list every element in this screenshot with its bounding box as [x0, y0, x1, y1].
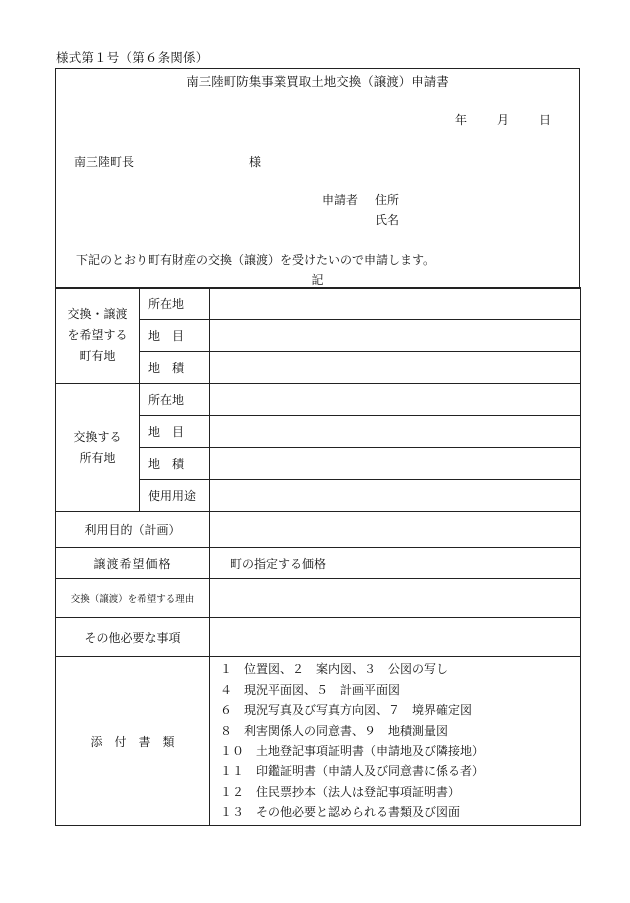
town-land-category-field[interactable]: [210, 320, 581, 352]
town-land-location-field[interactable]: [210, 288, 581, 320]
application-details-table: [55, 287, 581, 826]
attachment-item: １３ その他必要と認められる書類及び図面: [220, 805, 461, 820]
form-title: 南三陸町防集事業買取土地交換（譲渡）申請書: [186, 74, 449, 89]
applicant-address-label: 住所: [375, 193, 400, 207]
owned-land-group-label: 交換する 所有地: [56, 384, 140, 512]
town-land-area-field[interactable]: [210, 352, 581, 384]
applicant-name-label: 氏名: [375, 213, 400, 227]
owned-land-category-field[interactable]: [210, 416, 581, 448]
town-land-area-label: 地 積: [140, 352, 210, 384]
purpose-field[interactable]: [210, 512, 581, 548]
owned-land-category-label: 地 目: [140, 416, 210, 448]
ki-label: 記: [311, 273, 324, 287]
date-day-label: 日: [539, 113, 552, 127]
desired-price-label: 譲渡希望価格: [56, 548, 210, 579]
form-number-label: 様式第１号（第６条関係）: [56, 50, 209, 65]
owned-land-location-label: 所在地: [140, 384, 210, 416]
owned-land-location-field[interactable]: [210, 384, 581, 416]
owned-land-area-label: 地 積: [140, 448, 210, 480]
attachment-item: １ 位置図、２ 案内図、３ 公図の写し: [220, 662, 449, 677]
addressee-name: 南三陸町長: [74, 155, 135, 169]
town-land-group-label: 交換・譲渡 を希望する 町有地: [56, 288, 140, 384]
date-year-label: 年: [455, 113, 468, 127]
addressee-honorific: 様: [249, 155, 262, 169]
desired-price-value: 町の指定する価格: [210, 548, 581, 579]
purpose-label: 利用目的（計画）: [56, 512, 210, 548]
town-land-location-label: 所在地: [140, 288, 210, 320]
attachments-list: [210, 657, 581, 826]
owned-land-usage-label: 使用用途: [140, 480, 210, 512]
application-form: [55, 68, 580, 824]
owned-land-usage-field[interactable]: [210, 480, 581, 512]
reason-field[interactable]: [210, 579, 581, 618]
form-header-box: [55, 68, 580, 289]
owned-land-area-field[interactable]: [210, 448, 581, 480]
other-matters-label: その他必要な事項: [56, 618, 210, 657]
attachments-label: 添 付 書 類: [56, 657, 210, 826]
reason-label: 交換（譲渡）を希望する理由: [56, 579, 210, 618]
attachment-item: １２ 住民票抄本（法人は登記事項証明書）: [220, 784, 461, 799]
attachment-item: １０ 土地登記事項証明書（申請地及び隣接地）: [220, 744, 485, 758]
other-matters-field[interactable]: [210, 618, 581, 657]
town-land-category-label: 地 目: [140, 320, 210, 352]
applicant-label: 申請者: [322, 193, 359, 207]
attachment-item: ４ 現況平面図、５ 計画平面図: [220, 682, 401, 697]
attachment-item: ８ 利害関係人の同意書、９ 地積測量図: [220, 723, 449, 738]
request-statement: 下記のとおり町有財産の交換（譲渡）を受けたいので申請します。: [76, 253, 436, 267]
attachment-item: １１ 印鑑証明書（申請人及び同意書に係る者）: [220, 764, 485, 779]
date-month-label: 月: [497, 113, 510, 127]
attachment-item: ６ 現況写真及び写真方向図、７ 境界確定図: [220, 703, 473, 718]
